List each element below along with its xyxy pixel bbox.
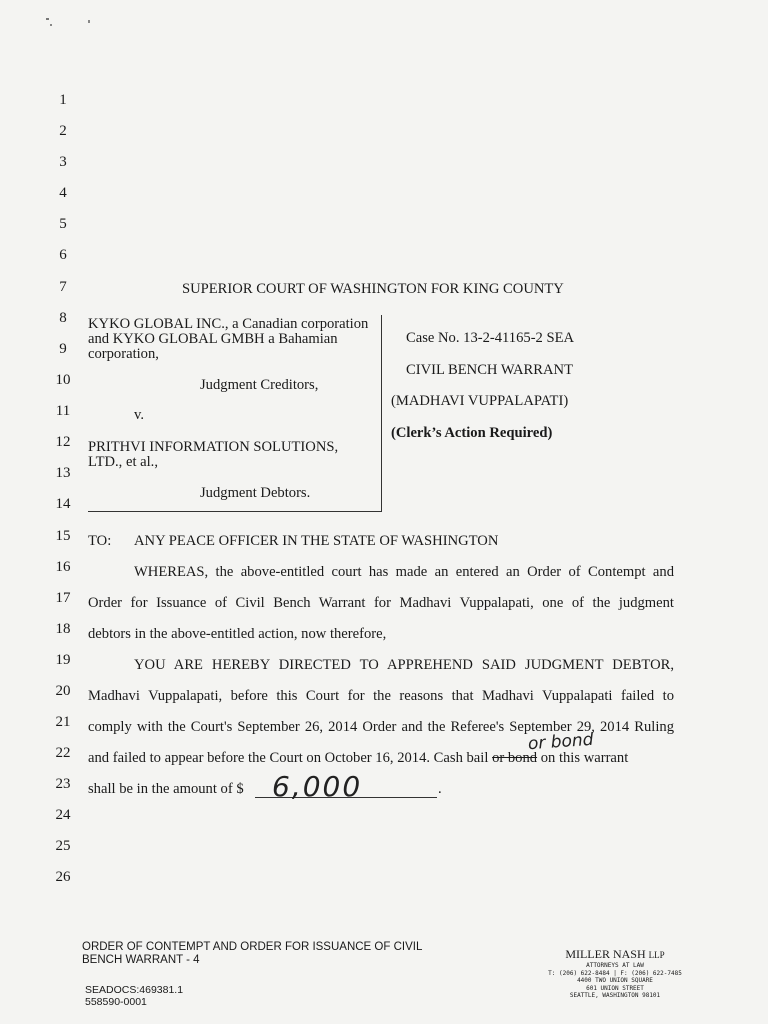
paragraph-line: debtors in the above-entitled action, now therefore, xyxy=(88,626,387,642)
line-number: 4 xyxy=(59,185,67,201)
scan-speck xyxy=(46,18,49,20)
scan-speck xyxy=(50,24,52,26)
line-number: 17 xyxy=(55,590,71,606)
paragraph-line: Madhavi Vuppalapati, before this Court for the reasons that Madhavi Vuppalapati failed to xyxy=(88,688,674,704)
versus-label: v. xyxy=(134,407,144,423)
paragraph-line: WHEREAS, the above-entitled court has made an entered an Order of Contempt and xyxy=(134,564,674,580)
warrant-subject: (MADHAVI VUPPALAPATI) xyxy=(391,393,569,409)
footer-title: BENCH WARRANT - 4 xyxy=(82,954,200,966)
line-number: 10 xyxy=(55,372,71,388)
line-number: 15 xyxy=(55,528,71,544)
paragraph-text: on this warrant xyxy=(540,750,629,766)
firm-phone: T: (206) 622-8484 | F: (206) 622-7485 xyxy=(548,969,682,977)
addressee-label: TO: xyxy=(88,533,112,549)
line-number: 14 xyxy=(55,496,71,512)
defendant-role: Judgment Debtors. xyxy=(200,485,311,501)
handwritten-insert: or bond xyxy=(527,729,595,755)
line-number: 7 xyxy=(59,279,67,295)
line-number: 2 xyxy=(59,123,67,139)
case-number: Case No. 13-2-41165-2 SEA xyxy=(406,330,575,346)
defendant-name: PRITHVI INFORMATION SOLUTIONS, xyxy=(88,439,339,455)
paragraph-line: YOU ARE HEREBY DIRECTED TO APPREHEND SAID JUDGMENT DEBTOR, xyxy=(134,657,674,673)
plaintiff-role: Judgment Creditors, xyxy=(200,377,319,393)
paragraph-line: Order for Issuance of Civil Bench Warrant for Madhavi Vuppalapati, one of the judgment xyxy=(88,595,674,611)
amount-period: . xyxy=(438,781,442,797)
firm-address: 601 UNION STREET xyxy=(586,984,644,992)
defendant-name: LTD., et al., xyxy=(88,454,158,470)
firm-suffix: LLP xyxy=(648,950,665,960)
plaintiff-name: KYKO GLOBAL INC., a Canadian corporation xyxy=(88,316,369,332)
line-number: 26 xyxy=(55,869,71,885)
line-number: 5 xyxy=(59,216,67,232)
document-id: SEADOCS:469381.1 xyxy=(85,984,184,996)
firm-name: MILLER NASH xyxy=(565,947,646,961)
court-title: SUPERIOR COURT OF WASHINGTON FOR KING COUNTY xyxy=(182,281,564,297)
scan-speck xyxy=(88,20,90,23)
plaintiff-name: and KYKO GLOBAL GMBH a Bahamian xyxy=(88,331,338,347)
clerk-action-notice: (Clerk’s Action Required) xyxy=(391,425,553,441)
line-number: 19 xyxy=(55,652,71,668)
caption-bottom-rule xyxy=(88,511,382,512)
document-title: CIVIL BENCH WARRANT xyxy=(406,362,574,378)
line-number: 13 xyxy=(55,465,71,481)
line-number: 8 xyxy=(59,310,67,326)
amount-label: shall be in the amount of $ xyxy=(88,781,244,797)
paragraph-text: and failed to appear before the Court on October 16, 2014. Cash bail xyxy=(88,750,489,766)
line-number: 24 xyxy=(55,807,71,823)
plaintiff-name: corporation, xyxy=(88,346,159,362)
handwritten-amount: 6,000 xyxy=(272,770,363,803)
line-number: 20 xyxy=(55,683,71,699)
addressee-text: ANY PEACE OFFICER IN THE STATE OF WASHINGTON xyxy=(134,533,499,549)
line-number: 18 xyxy=(55,621,71,637)
line-number: 25 xyxy=(55,838,71,854)
firm-city: SEATTLE, WASHINGTON 98101 xyxy=(569,992,661,999)
firm-tagline: ATTORNEYS AT LAW xyxy=(586,962,644,969)
paragraph-line: comply with the Court's September 26, 2014 Order and the Referee's September 29, 2014 Ruling xyxy=(88,719,674,735)
line-number: 3 xyxy=(59,154,67,170)
bail-line xyxy=(88,750,674,767)
line-number: 16 xyxy=(55,559,71,575)
line-number: 22 xyxy=(55,745,71,761)
line-number: 23 xyxy=(55,776,71,792)
firm-address: 4400 TWO UNION SQUARE xyxy=(577,977,653,984)
line-number: 21 xyxy=(55,714,71,730)
struck-text: or bond xyxy=(492,750,538,766)
firm-block xyxy=(545,947,685,1000)
matter-number: 558590-0001 xyxy=(85,996,147,1008)
footer-title: ORDER OF CONTEMPT AND ORDER FOR ISSUANCE OF CIVIL xyxy=(82,941,423,953)
caption-divider xyxy=(381,315,382,512)
line-number: 9 xyxy=(59,341,67,357)
line-number: 12 xyxy=(55,434,71,450)
line-number: 6 xyxy=(59,247,67,263)
line-number: 1 xyxy=(59,92,67,108)
line-number: 11 xyxy=(55,403,71,419)
